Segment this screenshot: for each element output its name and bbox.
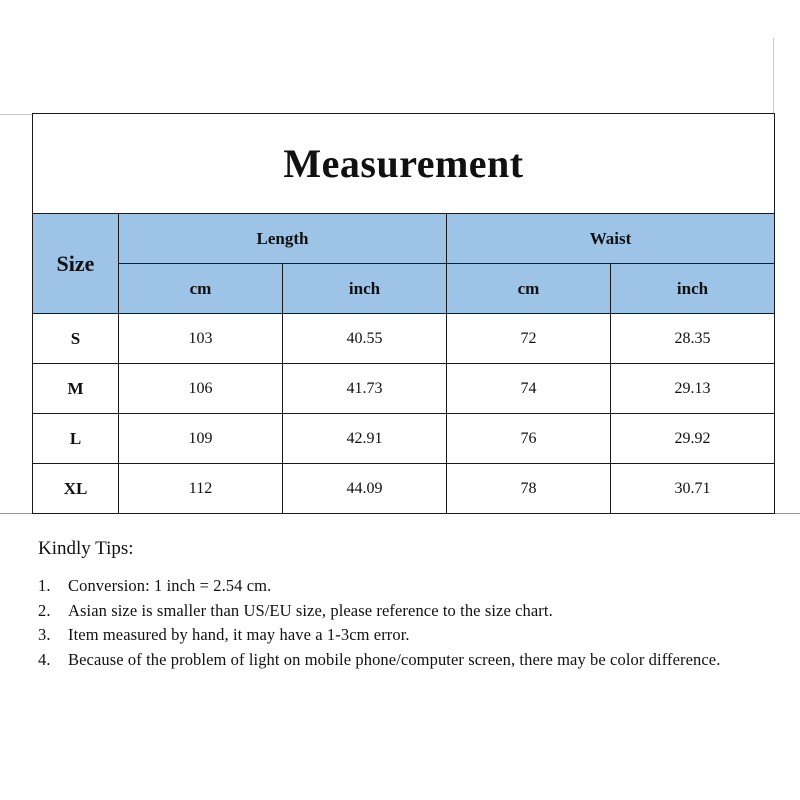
size-column-header: Size (33, 214, 119, 314)
length-cm-cell: 109 (119, 414, 283, 464)
length-inch-cell: 44.09 (283, 464, 447, 514)
tip-text: Because of the problem of light on mobile phone/computer screen, there may be color difference. (68, 649, 721, 669)
size-cell: S (33, 314, 119, 364)
size-cell: L (33, 414, 119, 464)
table-row (33, 464, 775, 514)
page-guide-line (0, 114, 32, 115)
length-inch-header: inch (283, 264, 447, 314)
tip-text: Conversion: 1 inch = 2.54 cm. (68, 576, 272, 595)
list-item (38, 648, 778, 673)
waist-cm-cell: 78 (447, 464, 611, 514)
kindly-tips-section (38, 538, 778, 672)
waist-cm-cell: 74 (447, 364, 611, 414)
waist-inch-cell: 28.35 (611, 314, 775, 364)
waist-cm-cell: 76 (447, 414, 611, 464)
length-cm-header: cm (119, 264, 283, 314)
tip-number: 4. (38, 649, 51, 669)
table-row (33, 314, 775, 364)
length-cm-cell: 112 (119, 464, 283, 514)
waist-cm-cell: 72 (447, 314, 611, 364)
waist-inch-cell: 29.92 (611, 414, 775, 464)
table-title: Measurement (33, 114, 775, 214)
list-item (38, 599, 778, 624)
page-guide-line (773, 38, 774, 114)
length-inch-cell: 42.91 (283, 414, 447, 464)
tips-list (38, 574, 778, 672)
waist-group-header: Waist (447, 214, 775, 264)
list-item (38, 574, 778, 599)
waist-inch-header: inch (611, 264, 775, 314)
length-group-header: Length (119, 214, 447, 264)
table-row (33, 414, 775, 464)
length-cm-cell: 106 (119, 364, 283, 414)
length-cm-cell: 103 (119, 314, 283, 364)
tips-heading: Kindly Tips: (38, 538, 134, 559)
length-inch-cell: 41.73 (283, 364, 447, 414)
length-inch-cell: 40.55 (283, 314, 447, 364)
waist-cm-header: cm (447, 264, 611, 314)
tip-number: 1. (38, 576, 51, 595)
tip-number: 3. (38, 625, 51, 644)
tip-text: Asian size is smaller than US/EU size, please reference to the size chart. (68, 600, 553, 620)
table-row (33, 364, 775, 414)
waist-inch-cell: 29.13 (611, 364, 775, 414)
size-chart-table (32, 113, 775, 514)
size-cell: M (33, 364, 119, 414)
list-item (38, 623, 778, 648)
size-cell: XL (33, 464, 119, 514)
tip-text: Item measured by hand, it may have a 1-3cm error. (68, 625, 410, 644)
waist-inch-cell: 30.71 (611, 464, 775, 514)
tip-number: 2. (38, 600, 51, 620)
